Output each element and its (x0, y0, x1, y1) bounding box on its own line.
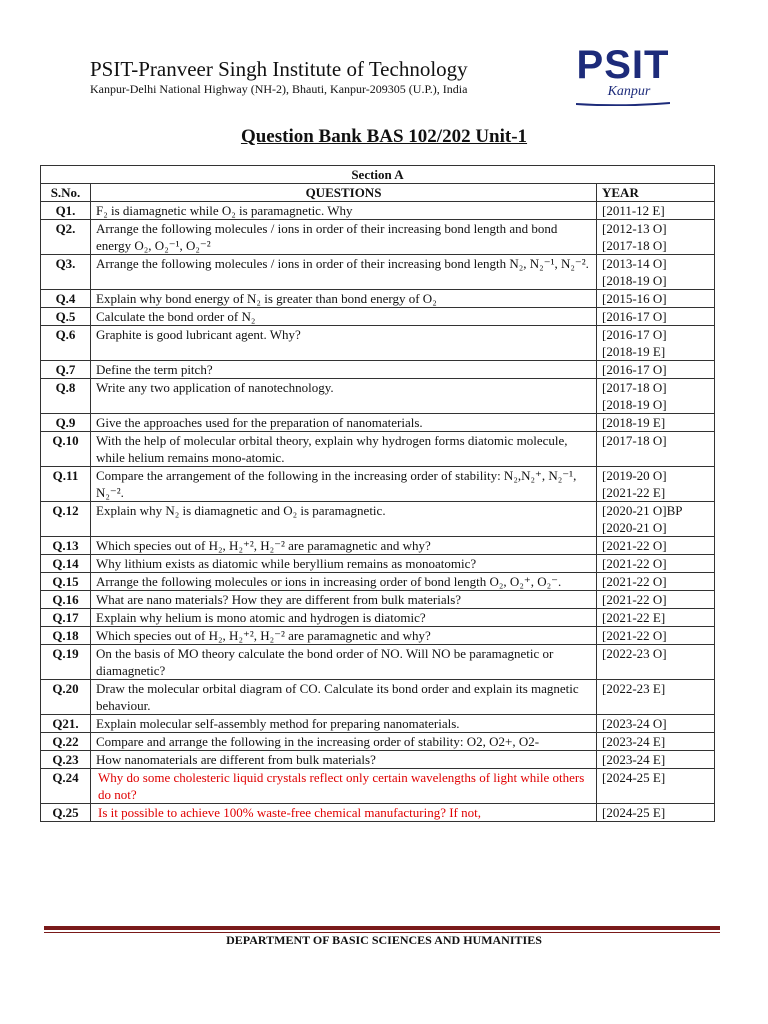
year-label: [2023-24 O] (602, 716, 667, 731)
question-number: Q.10 (41, 432, 91, 467)
question-number: Q.8 (41, 379, 91, 414)
col-questions-header: QUESTIONS (91, 184, 597, 202)
question-text: Explain why N₂ is diamagnetic and O₂ is paramagnetic. (91, 502, 597, 537)
year-label: [2019-20 O] (602, 468, 667, 483)
year-label: [2016-17 O] (602, 327, 667, 342)
question-text: How nanomaterials are different from bulk materials? (91, 751, 597, 769)
year-label: [2021-22 O] (602, 574, 667, 589)
question-years (597, 733, 715, 751)
question-text: On the basis of MO theory calculate the bond order of NO. Will NO be paramagnetic or diamagnetic? (91, 645, 597, 680)
question-years (597, 502, 715, 537)
table-row (41, 202, 715, 220)
question-number: Q21. (41, 715, 91, 733)
question-years (597, 609, 715, 627)
question-years (597, 804, 715, 822)
table-row (41, 627, 715, 645)
year-label: [2023-24 E] (602, 752, 666, 767)
question-text: What are nano materials? How they are different from bulk materials? (91, 591, 597, 609)
question-text: Explain molecular self-assembly method for preparing nanomaterials. (91, 715, 597, 733)
year-label: [2021-22 O] (602, 538, 667, 553)
question-number: Q.18 (41, 627, 91, 645)
year-label: [2018-19 E] (602, 415, 666, 430)
table-row (41, 733, 715, 751)
table-row (41, 573, 715, 591)
year-label: [2021-22 O] (602, 628, 667, 643)
footer-divider (44, 926, 720, 930)
table-row (41, 502, 715, 537)
year-label: [2018-19 E] (602, 344, 666, 359)
question-number: Q.16 (41, 591, 91, 609)
year-label: [2017-18 O] (602, 238, 667, 253)
year-label: [2017-18 O] (602, 433, 667, 448)
year-label: [2017-18 O] (602, 380, 667, 395)
logo-city: Kanpur (607, 84, 651, 99)
question-number: Q.20 (41, 680, 91, 715)
question-years (597, 591, 715, 609)
question-text: Is it possible to achieve 100% waste-free chemical manufacturing? If not, (91, 804, 597, 822)
question-years (597, 202, 715, 220)
question-years (597, 715, 715, 733)
question-number: Q.5 (41, 308, 91, 326)
question-text: Which species out of H₂, H₂⁺², H₂⁻² are paramagnetic and why? (91, 537, 597, 555)
institute-name: PSIT-Pranveer Singh Institute of Technology (90, 57, 468, 81)
question-number: Q1. (41, 202, 91, 220)
table-row (41, 255, 715, 290)
question-text: Draw the molecular orbital diagram of CO. Calculate its bond order and explain its magnetic behaviour. (91, 680, 597, 715)
year-label: [2020-21 O] (602, 520, 667, 535)
table-row (41, 591, 715, 609)
year-label: [2024-25 E] (602, 805, 666, 820)
col-year-header: YEAR (597, 184, 715, 202)
question-table (40, 165, 715, 822)
question-number: Q.12 (41, 502, 91, 537)
table-row (41, 751, 715, 769)
question-number: Q.23 (41, 751, 91, 769)
question-number: Q.13 (41, 537, 91, 555)
year-label: [2018-19 O] (602, 397, 667, 412)
question-years (597, 414, 715, 432)
question-years (597, 573, 715, 591)
year-label: [2021-22 O] (602, 556, 667, 571)
question-number: Q.19 (41, 645, 91, 680)
institute-address: Kanpur-Delhi National Highway (NH-2), Bhauti, Kanpur-209305 (U.P.), India (90, 82, 468, 96)
year-label: [2018-19 O] (602, 273, 667, 288)
table-row (41, 467, 715, 502)
table-row (41, 645, 715, 680)
col-sno-header: S.No. (41, 184, 91, 202)
question-years (597, 308, 715, 326)
year-label: [2013-14 O] (602, 256, 667, 271)
table-row (41, 326, 715, 361)
psit-logo (568, 44, 678, 108)
question-text: Arrange the following molecules / ions in order of their increasing bond length and bond energy O₂, O₂⁻¹, O₂⁻² (91, 220, 597, 255)
year-label: [2012-13 O] (602, 221, 667, 236)
logo-swoosh-icon (576, 102, 670, 106)
question-text: Why lithium exists as diatomic while beryllium remains as monoatomic? (91, 555, 597, 573)
question-text: Explain why helium is mono atomic and hydrogen is diatomic? (91, 609, 597, 627)
question-years (597, 290, 715, 308)
question-text: Calculate the bond order of N₂ (91, 308, 597, 326)
question-text: With the help of molecular orbital theory, explain why hydrogen forms diatomic molecule, while helium remains mono-atomic. (91, 432, 597, 467)
question-years (597, 769, 715, 804)
year-label: [2016-17 O] (602, 309, 667, 324)
footer-department: DEPARTMENT OF BASIC SCIENCES AND HUMANITIES (226, 933, 542, 947)
question-years (597, 361, 715, 379)
year-label: [2016-17 O] (602, 362, 667, 377)
year-label: [2011-12 E] (602, 203, 665, 218)
table-row (41, 308, 715, 326)
table-row (41, 537, 715, 555)
question-number: Q.25 (41, 804, 91, 822)
question-number: Q3. (41, 255, 91, 290)
question-text: Define the term pitch? (91, 361, 597, 379)
question-years (597, 255, 715, 290)
question-years (597, 680, 715, 715)
year-label: [2015-16 O] (602, 291, 667, 306)
question-years (597, 326, 715, 361)
page-title: Question Bank BAS 102/202 Unit-1 (240, 126, 528, 147)
year-label: [2020-21 O]BP (602, 503, 683, 518)
question-text: Graphite is good lubricant agent. Why? (91, 326, 597, 361)
question-number: Q.17 (41, 609, 91, 627)
question-years (597, 645, 715, 680)
question-list (41, 202, 715, 822)
question-years (597, 751, 715, 769)
question-years (597, 432, 715, 467)
question-years (597, 220, 715, 255)
question-number: Q.4 (41, 290, 91, 308)
question-text: Give the approaches used for the preparation of nanomaterials. (91, 414, 597, 432)
table-row (41, 804, 715, 822)
table-row (41, 379, 715, 414)
year-label: [2022-23 O] (602, 646, 667, 661)
table-row (41, 609, 715, 627)
question-number: Q.11 (41, 467, 91, 502)
question-number: Q.6 (41, 326, 91, 361)
question-number: Q.22 (41, 733, 91, 751)
question-text: Compare the arrangement of the following in the increasing order of stability: N₂,N₂⁺, N₂⁻¹, N₂⁻². (91, 467, 597, 502)
table-row (41, 361, 715, 379)
question-text: Why do some cholesteric liquid crystals reflect only certain wavelengths of light while others do not? (91, 769, 597, 804)
question-text: Write any two application of nanotechnology. (91, 379, 597, 414)
question-years (597, 467, 715, 502)
question-number: Q2. (41, 220, 91, 255)
question-years (597, 627, 715, 645)
table-row (41, 555, 715, 573)
year-label: [2021-22 E] (602, 610, 666, 625)
question-text: Which species out of H₂, H₂⁺², H₂⁻² are paramagnetic and why? (91, 627, 597, 645)
question-number: Q.15 (41, 573, 91, 591)
year-label: [2023-24 E] (602, 734, 666, 749)
year-label: [2021-22 O] (602, 592, 667, 607)
question-text: Explain why bond energy of N₂ is greater than bond energy of O₂ (91, 290, 597, 308)
question-years (597, 379, 715, 414)
question-text: Compare and arrange the following in the increasing order of stability: O2, O2+, O2- (91, 733, 597, 751)
question-years (597, 555, 715, 573)
question-number: Q.7 (41, 361, 91, 379)
question-text: Arrange the following molecules or ions in increasing order of bond length O₂, O₂⁺, O₂⁻. (91, 573, 597, 591)
year-label: [2021-22 E] (602, 485, 666, 500)
question-text: Arrange the following molecules / ions in order of their increasing bond length N₂, N₂⁻¹, N₂⁻². (91, 255, 597, 290)
table-row (41, 432, 715, 467)
question-number: Q.14 (41, 555, 91, 573)
section-heading: Section A (41, 166, 715, 184)
table-row (41, 680, 715, 715)
table-row (41, 715, 715, 733)
year-label: [2022-23 E] (602, 681, 666, 696)
table-row (41, 220, 715, 255)
table-row (41, 414, 715, 432)
logo-text: PSIT (576, 43, 670, 87)
question-number: Q.24 (41, 769, 91, 804)
question-text: F₂ is diamagnetic while O₂ is paramagnetic. Why (91, 202, 597, 220)
question-number: Q.9 (41, 414, 91, 432)
year-label: [2024-25 E] (602, 770, 666, 785)
table-row (41, 769, 715, 804)
table-row (41, 290, 715, 308)
question-years (597, 537, 715, 555)
